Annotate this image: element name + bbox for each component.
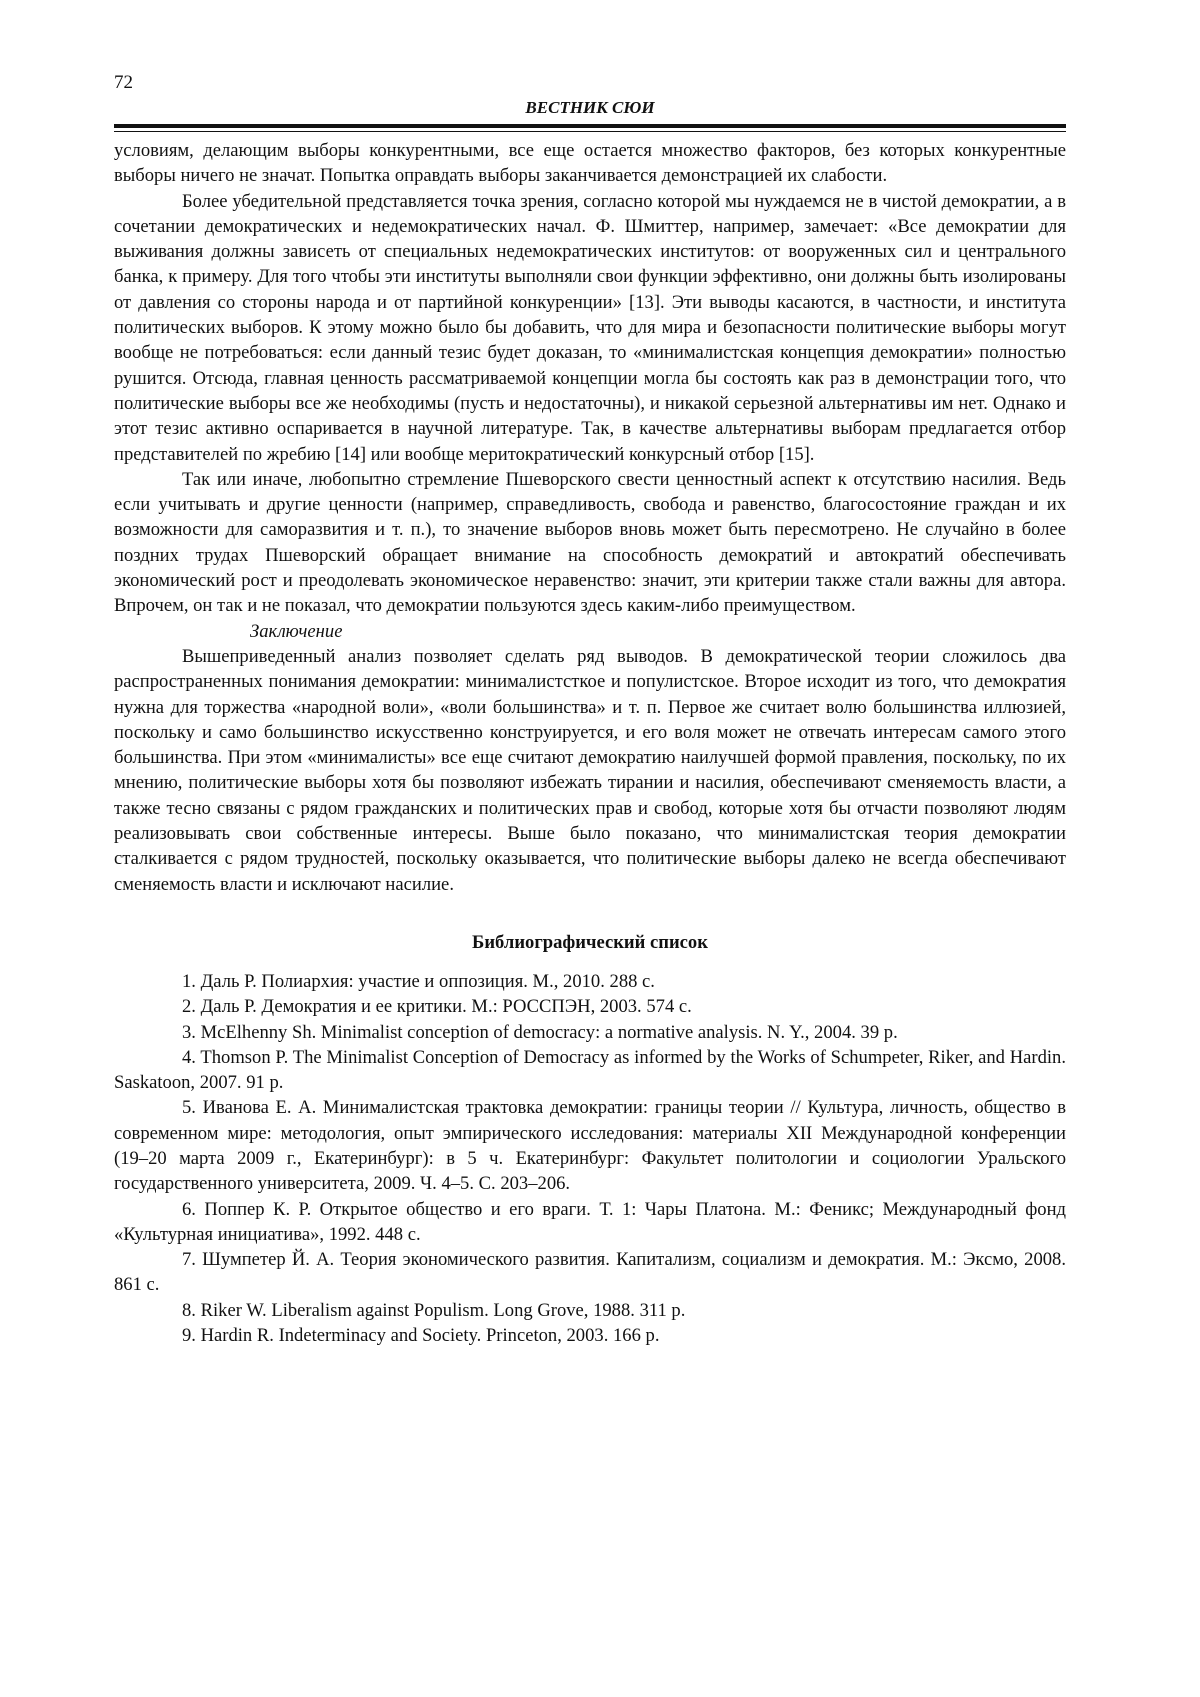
page-number: 72 bbox=[114, 72, 1066, 94]
paragraph: Вышеприведенный анализ позволяет сделать ряд выводов. В демократической теории сложилось два распространенных понимания демократии: минималистсткое и популистское. Второе исходит из того, что демократия нужна для торжества «народной воли», «воли большинства» и т. п. Первое же считает волю большинства иллюзией, поскольку и само большинство искусственно конструируется, и его воля может не отвечать интересам самого этого большинства. При этом «минималисты» все еще считают демократию наилучшей формой правления, поскольку, по их мнению, политические выборы хотя бы позволяют избежать тирании и насилия, обеспечивают сменяемость власти, а также тесно связаны с рядом гражданских и политических прав и свобод, которые хотя бы отчасти позволяют людям реализовывать свои собственные интересы. Выше было показано, что минималистская теория демократии сталкивается с рядом трудностей, поскольку оказывается, что политические выборы далеко не всегда обеспечивают сменяемость власти и исключают насилие. bbox=[114, 644, 1066, 897]
paragraph: Так или иначе, любопытно стремление Пшеворского свести ценностный аспект к отсутствию насилия. Ведь если учитывать и другие ценности (например, справедливость, свобода и равенство, благосостояние граждан и их возможности для саморазвития и т. п.), то значение выборов вновь может быть пересмотрено. Не случайно в более поздних трудах Пшеворский обращает внимание на способность демократий и автократий обеспечивать экономический рост и преодолевать экономическое неравенство: значит, эти критерии также стали важны для автора. Впрочем, он так и не показал, что демократии пользуются здесь каким-либо преимуществом. bbox=[114, 467, 1066, 619]
journal-page bbox=[114, 72, 1066, 1348]
bibliography-item: 3. McElhenny Sh. Minimalist conception of democracy: a normative analysis. N. Y., 2004. 39 p. bbox=[114, 1020, 1066, 1045]
bibliography-item: 2. Даль Р. Демократия и ее критики. М.: РОССПЭН, 2003. 574 с. bbox=[114, 994, 1066, 1019]
article-body bbox=[114, 138, 1066, 897]
paragraph: Более убедительной представляется точка зрения, согласно которой мы нуждаемся не в чистой демократии, а в сочетании демократических и недемократических начал. Ф. Шмиттер, например, замечает: «Все демократии для выживания должны зависеть от специальных недемократических институтов: от вооруженных сил и центрального банка, к примеру. Для того чтобы эти институты выполняли свои функции эффективно, они должны быть изолированы от давления со стороны народа и от партийной конкуренции» [13]. Эти выводы касаются, в частности, и института политических выборов. К этому можно было бы добавить, что для мира и безопасности политические выборы могут вообще не потребоваться: если данный тезис будет доказан, то «минималистская концепция демократии» полностью рушится. Отсюда, главная ценность рассматриваемой концепции могла бы состоять как раз в демонстрации того, что политические выборы все же необходимы (пусть и недостаточны), и никакой серьезной альтернативы им нет. Однако и этот тезис активно оспаривается в научной литературе. Так, в качестве альтернативы выборам предлагается отбор представителей по жребию [14] или вообще меритократический конкурсный отбор [15]. bbox=[114, 189, 1066, 467]
bibliography-item: 4. Thomson P. The Minimalist Conception of Democracy as informed by the Works of Schumpeter, Riker, and Hardin. Saskatoon, 2007. 91 p. bbox=[114, 1045, 1066, 1096]
bibliography-item: 6. Поппер К. Р. Открытое общество и его враги. Т. 1: Чары Платона. М.: Феникс; Международный фонд «Культурная инициатива», 1992. 448 с. bbox=[114, 1197, 1066, 1248]
journal-title: ВЕСТНИК СЮИ bbox=[114, 98, 1066, 118]
bibliography-list bbox=[114, 969, 1066, 1348]
paragraph: условиям, делающим выборы конкурентными, все еще остается множество факторов, без которых конкурентные выборы ничего не значат. Попытка оправдать выборы заканчивается демонстрацией их слабости. bbox=[114, 138, 1066, 189]
conclusion-heading: Заключение bbox=[114, 619, 1066, 644]
bibliography-item: 5. Иванова Е. А. Минималистская трактовка демократии: границы теории // Культура, личность, общество в современном мире: методология, опыт эмпирического исследования: материалы XII Международной конференции (19–20 марта 2009 г., Екатеринбург): в 5 ч. Екатеринбург: Факультет политологии и социологии Уральского государственного университета, 2009. Ч. 4–5. С. 203–206. bbox=[114, 1095, 1066, 1196]
bibliography-title: Библиографический список bbox=[114, 930, 1066, 955]
bibliography-item: 9. Hardin R. Indeterminacy and Society. Princeton, 2003. 166 p. bbox=[114, 1323, 1066, 1348]
bibliography-item: 1. Даль Р. Полиархия: участие и оппозиция. М., 2010. 288 с. bbox=[114, 969, 1066, 994]
bibliography-item: 8. Riker W. Liberalism against Populism. Long Grove, 1988. 311 p. bbox=[114, 1298, 1066, 1323]
header-rule bbox=[114, 124, 1066, 132]
bibliography-item: 7. Шумпетер Й. А. Теория экономического развития. Капитализм, социализм и демократия. М.: Эксмо, 2008. 861 с. bbox=[114, 1247, 1066, 1298]
